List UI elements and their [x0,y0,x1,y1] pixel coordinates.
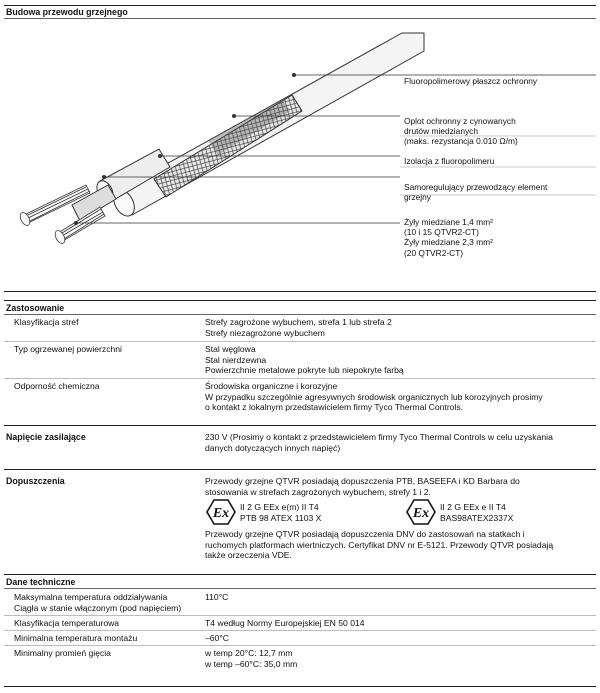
voltage-top-rule [4,425,596,426]
application-row-label: Klasyfikacja stref [14,317,79,327]
bottom-rule [4,686,596,687]
application-title-rule [4,314,596,315]
voltage-value: 230 V (Prosimy o kontakt z przedstawicielem firmy Tyco Thermal Controls w celu uzyskania danych dotyczących innych napięć) [205,432,553,453]
tech-row-label: Maksymalna temperatura oddziaływania Ciągła w stanie włączonym (pod napięciem) [14,592,182,613]
row-divider [4,645,596,646]
application-row-label: Odporność chemiczna [14,381,100,391]
tech-row-label: Klasyfikacja temperaturowa [14,618,120,628]
ex-icon-text: Ex [412,506,430,521]
approvals-top-rule [4,469,596,470]
row-divider [4,615,596,616]
ex-icon [406,499,436,528]
construction-title: Budowa przewodu grzejnego [6,7,128,17]
ex-icon-text: Ex [212,506,230,521]
cert-ptb: II 2 G EEx e(m) II T4 PTB 98 ATEX 1103 X [240,502,322,523]
tech-top-rule [4,574,596,575]
approvals-intro: Przewody grzejne QTVR posiadają dopuszczenia PTB, BASEEFA i KD Barbara do stosowania w strefach zagrożonych wybuchem, strefy 1 i 2. [205,476,520,497]
approvals-title: Dopuszczenia [6,476,65,486]
cert-baseefa: II 2 G EEx e II T4 BAS98ATEX2337X [440,502,514,523]
label-conductors: Żyły miedziane 1,4 mm² (10 i 15 QTVR2-CT) Żyły miedziane 2,3 mm² (20 QTVR2-CT) [404,217,493,258]
label-heating-element: Samoregulujący przewodzący element grzejny [404,182,548,203]
construction-bottom-rule [4,291,596,292]
application-title: Zastosowanie [6,303,65,313]
label-braid: Oplot ochronny z cynowanych drutów miedzianych (maks. rezystancja 0.010 Ω/m) [404,116,518,147]
ex-icon [206,499,236,528]
approvals-dnv: Przewody grzejne QTVR posiadają dopuszczenia DNV do zastosowań na statkach i ruchomych platformach wiertniczych. Certyfikat DNV nr E-5121. Przewody QTVR posiadają także orzeczenia VDE. [205,529,554,561]
application-row-value: Strefy zagrożone wybuchem, strefa 1 lub strefa 2 Strefy niezagrożone wybuchem [205,317,392,338]
row-divider [4,341,596,342]
application-row-value: Stal węglowa Stal nierdzewna Powierzchnie metalowe pokryte lub niepokryte farbą [205,344,404,376]
tech-title-rule [4,588,596,589]
tech-row-label: Minimalna temperatura montażu [14,633,138,643]
tech-row-value: –60°C [205,633,229,643]
tech-title: Dane techniczne [6,577,76,587]
tech-row-label: Minimalny promień gięcia [14,648,111,658]
label-insulation: Izolacja z fluoropolimeru [404,156,495,166]
tech-row-value: 110°C [205,592,229,602]
label-jacket: Fluoropolimerowy płaszcz ochronny [404,76,538,86]
tech-row-value: w temp 20°C: 12,7 mm w temp –60°C: 35,0 mm [205,648,298,669]
top-rule [4,5,596,6]
voltage-title: Napięcie zasilające [6,432,86,442]
cable-diagram [4,19,596,290]
row-divider [4,630,596,631]
tech-row-value: T4 według Normy Europejskiej EN 50 014 [205,618,365,628]
application-top-rule [4,300,596,301]
row-divider [4,378,596,379]
application-row-value: Środowiska organiczne i korozyjne W przypadku szczególnie agresywnych środowisk organicznych lub korozyjnych prosimy o kontakt z lokalnym przedstawicielem firmy Tyco Thermal Controls. [205,381,543,413]
application-row-label: Typ ogrzewanej powierzchni [14,344,122,354]
